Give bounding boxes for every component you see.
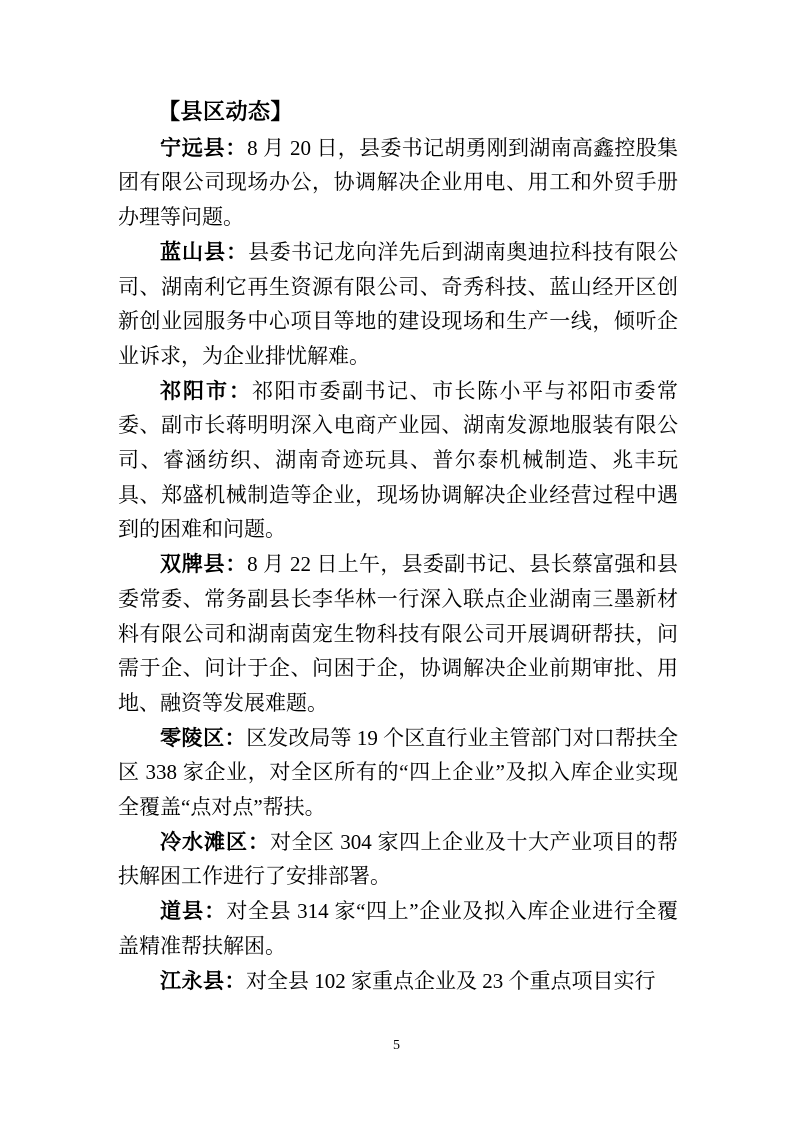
paragraph-text: 祁阳市委副书记、市长陈小平与祁阳市委常委、副市长蒋明明深入电商产业园、湖南发源地服装有限公司、睿涵纺织、湖南奇迹玩具、普尔泰机械制造、兆丰玩具、郑盛机械制造等企业，现场协调解决企业经营过程中遇到的困难和问题。 [118, 378, 678, 542]
paragraph-ningyuan [118, 131, 678, 235]
county-name-lingling: 零陵区： [160, 725, 247, 750]
paragraph-text: 8 月 22 日上午，县委副书记、县长蔡富强和县委常委、常务副县长李华林一行深入联点企业湖南三墨新材料有限公司和湖南茵宠生物科技有限公司开展调研帮扶，问需于企、问计于企、问困于企，协调解决企业前期审批、用地、融资等发展难题。 [118, 552, 678, 715]
paragraph-text: 区发改局等 19 个区直行业主管部门对口帮扶全区 338 家企业，对全区所有的“四上企业”及拟入库企业实现全覆盖“点对点”帮扶。 [118, 725, 678, 820]
county-name-shuangpai: 双牌县： [160, 552, 248, 577]
paragraph-text: 县委书记龙向洋先后到湖南奥迪拉科技有限公司、湖南利它再生资源有限公司、奇秀科技、蓝山经开区创新创业园服务中心项目等地的建设现场和生产一线，倾听企业诉求，为企业排忧解难。 [118, 239, 679, 368]
county-name-lengshuitan: 冷水滩区： [160, 829, 270, 854]
paragraph-lengshuitan [118, 825, 678, 894]
paragraph-text: 8 月 20 日，县委书记胡勇刚到湖南高鑫控股集团有限公司现场办公，协调解决企业用电、用工和外贸手册办理等问题。 [118, 135, 678, 230]
paragraph-shuangpai [118, 547, 678, 721]
paragraph-daoxian [118, 894, 678, 963]
county-name-lanshan: 蓝山县： [160, 239, 249, 264]
county-name-qiyang: 祁阳市： [160, 378, 252, 403]
county-name-ningyuan: 宁远县： [160, 135, 248, 160]
paragraph-text: 对全县 102 家重点企业及 23 个重点项目实行 [246, 968, 656, 993]
paragraph-lanshan [118, 235, 678, 374]
paragraph-text: 对全县 314 家“四上”企业及拟入库企业进行全覆盖精准帮扶解困。 [118, 899, 679, 958]
paragraph-jiangyong [118, 964, 678, 999]
paragraph-text: 对全区 304 家四上企业及十大产业项目的帮扶解困工作进行了安排部署。 [118, 829, 678, 889]
document-content [118, 96, 678, 998]
paragraph-qiyang [118, 374, 678, 548]
county-name-jiangyong: 江永县： [160, 968, 246, 993]
county-name-daoxian: 道县： [160, 899, 227, 924]
paragraph-lingling [118, 721, 678, 825]
page-number: 5 [393, 1038, 400, 1053]
section-heading: 【县区动态】 [158, 100, 294, 125]
